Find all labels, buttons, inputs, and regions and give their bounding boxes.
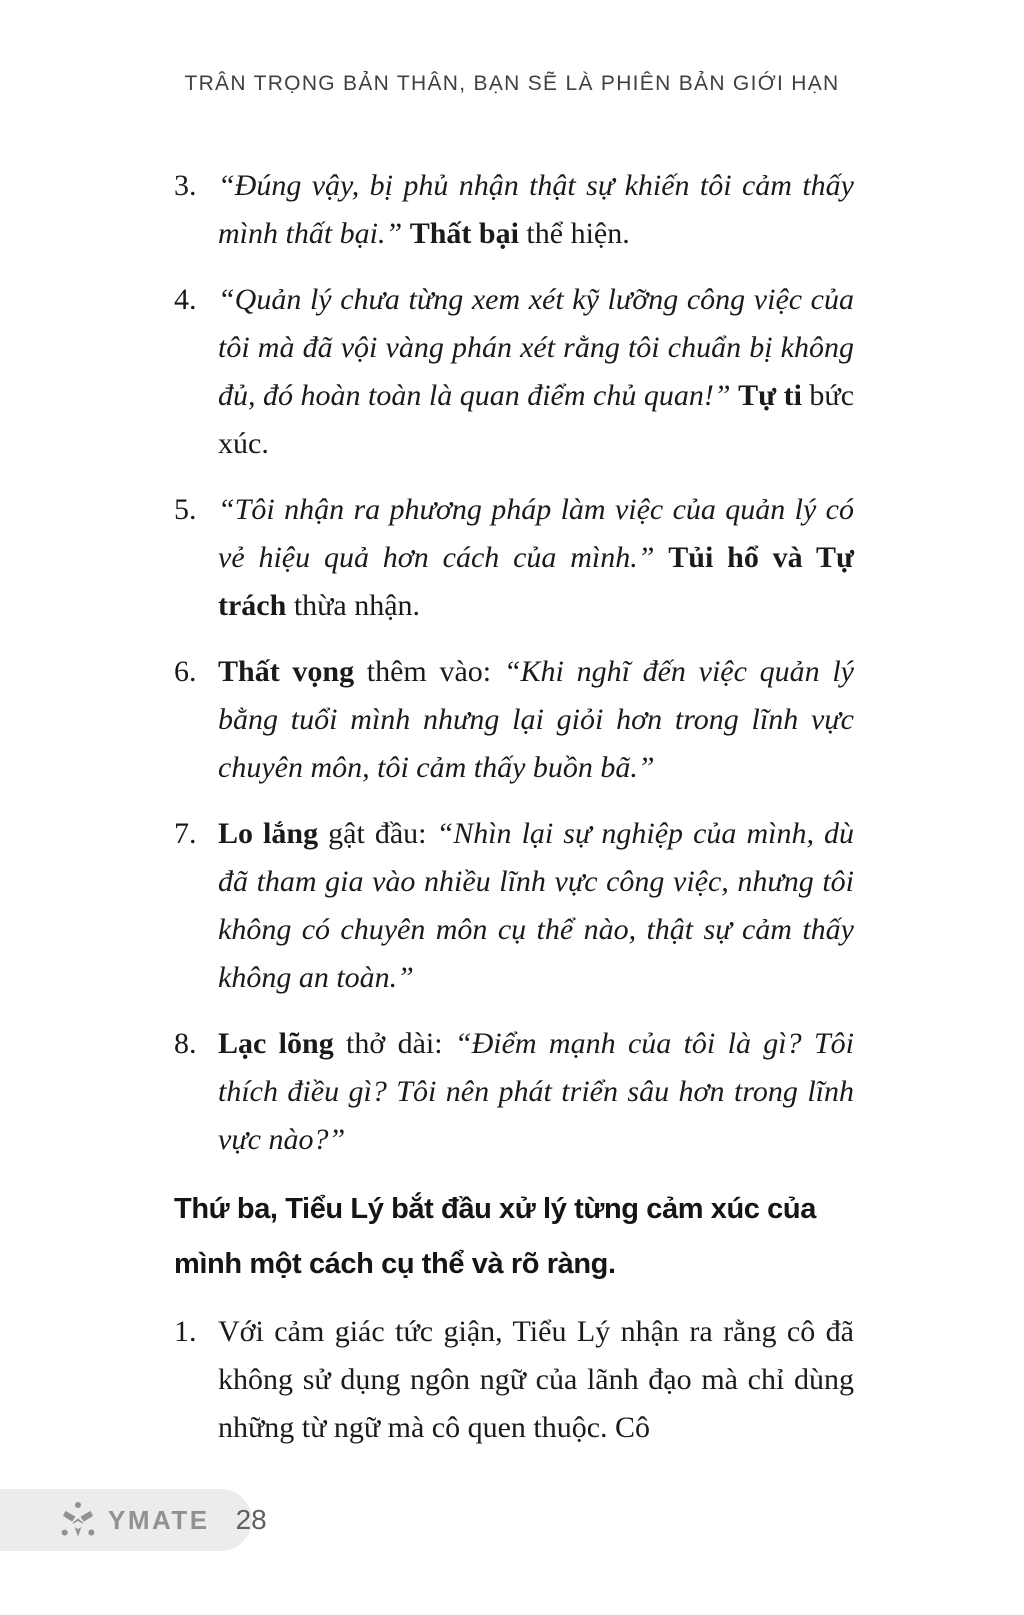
text-segment-regular: thừa nhận. (286, 589, 421, 622)
footer-brand-bar (0, 1489, 267, 1551)
list-item (174, 276, 854, 468)
list-item (174, 162, 854, 258)
list-item-number: 4. (174, 283, 197, 316)
text-segment-quote: “Tôi nhận ra phương pháp làm việc của quản lý có vẻ hiệu quả hơn cách của mình.” (218, 493, 854, 574)
list-item (174, 1020, 854, 1164)
list-item (174, 648, 854, 792)
list-item-text (218, 1308, 854, 1452)
text-segment-quote: “Nhìn lại sự nghiệp của mình, dù đã tham gia vào nhiều lĩnh vực công việc, nhưng tôi không có chuyên môn cụ thể nào, thật sự cảm thấy không an toàn.” (218, 817, 854, 994)
text-segment-bold: Tự ti (738, 379, 802, 412)
running-head: TRÂN TRỌNG BẢN THÂN, BẠN SẼ LÀ PHIÊN BẢN GIỚI HẠN (184, 72, 840, 95)
text-segment-bold: Thất bại (409, 217, 519, 250)
list-item (174, 486, 854, 630)
list-item-number: 6. (174, 655, 197, 688)
list-item-text (218, 162, 854, 258)
list-item-text (218, 1020, 854, 1164)
section-heading: Thứ ba, Tiểu Lý bắt đầu xử lý từng cảm xúc của mình một cách cụ thể và rõ ràng. (174, 1193, 816, 1280)
list-item (174, 1308, 854, 1452)
page-content (174, 162, 854, 1470)
list-item-number: 3. (174, 169, 197, 202)
text-segment-bold: Lạc lõng (218, 1027, 334, 1060)
text-segment-bold: Lo lắng (218, 817, 319, 850)
list-item (174, 810, 854, 1002)
process-list (174, 1308, 854, 1452)
emotion-list (174, 162, 854, 1164)
text-segment-quote: “Điểm mạnh của tôi là gì? Tôi thích điều gì? Tôi nên phát triển sâu hơn trong lĩnh vực nào?” (218, 1027, 854, 1156)
list-item-number: 1. (174, 1315, 197, 1348)
list-item-number: 7. (174, 817, 197, 850)
text-segment-regular: thở dài: (333, 1027, 455, 1060)
text-segment-regular: thể hiện. (518, 217, 630, 250)
text-segment-regular: Với cảm giác tức giận, Tiểu Lý nhận ra rằng cô đã không sử dụng ngôn ngữ của lãnh đạo mà chỉ dùng những từ ngữ mà cô quen thuộc. Cô (218, 1315, 854, 1444)
list-item-text (218, 648, 854, 792)
list-item-number: 5. (174, 493, 197, 526)
list-item-number: 8. (174, 1027, 197, 1060)
text-segment-regular: gật đầu: (318, 817, 437, 850)
text-segment-quote: “Quản lý chưa từng xem xét kỹ lưỡng công việc của tôi mà đã vội vàng phán xét rằng tôi chuẩn bị không đủ, đó hoàn toàn là quan điểm chủ quan!” (218, 283, 854, 412)
page-number: 28 (235, 1504, 267, 1535)
brand-name: YMATE (108, 1504, 210, 1535)
text-segment-regular: thêm vào: (354, 655, 504, 688)
text-segment-quote: “Đúng vậy, bị phủ nhận thật sự khiến tôi cảm thấy mình thất bại.” (218, 169, 854, 250)
list-item-text (218, 810, 854, 1002)
text-segment-regular: bức xúc. (218, 379, 855, 460)
list-item-text (218, 276, 854, 468)
text-segment-quote: “Khi nghĩ đến việc quản lý bằng tuổi mình nhưng lại giỏi hơn trong lĩnh vực chuyên môn, tôi cảm thấy buồn bã.” (218, 655, 854, 784)
text-segment-bold: Tủi hổ và Tự trách (218, 541, 854, 622)
list-item-text (218, 486, 854, 630)
text-segment-bold: Thất vọng (218, 655, 355, 688)
ymate-logo-icon (58, 1500, 98, 1540)
